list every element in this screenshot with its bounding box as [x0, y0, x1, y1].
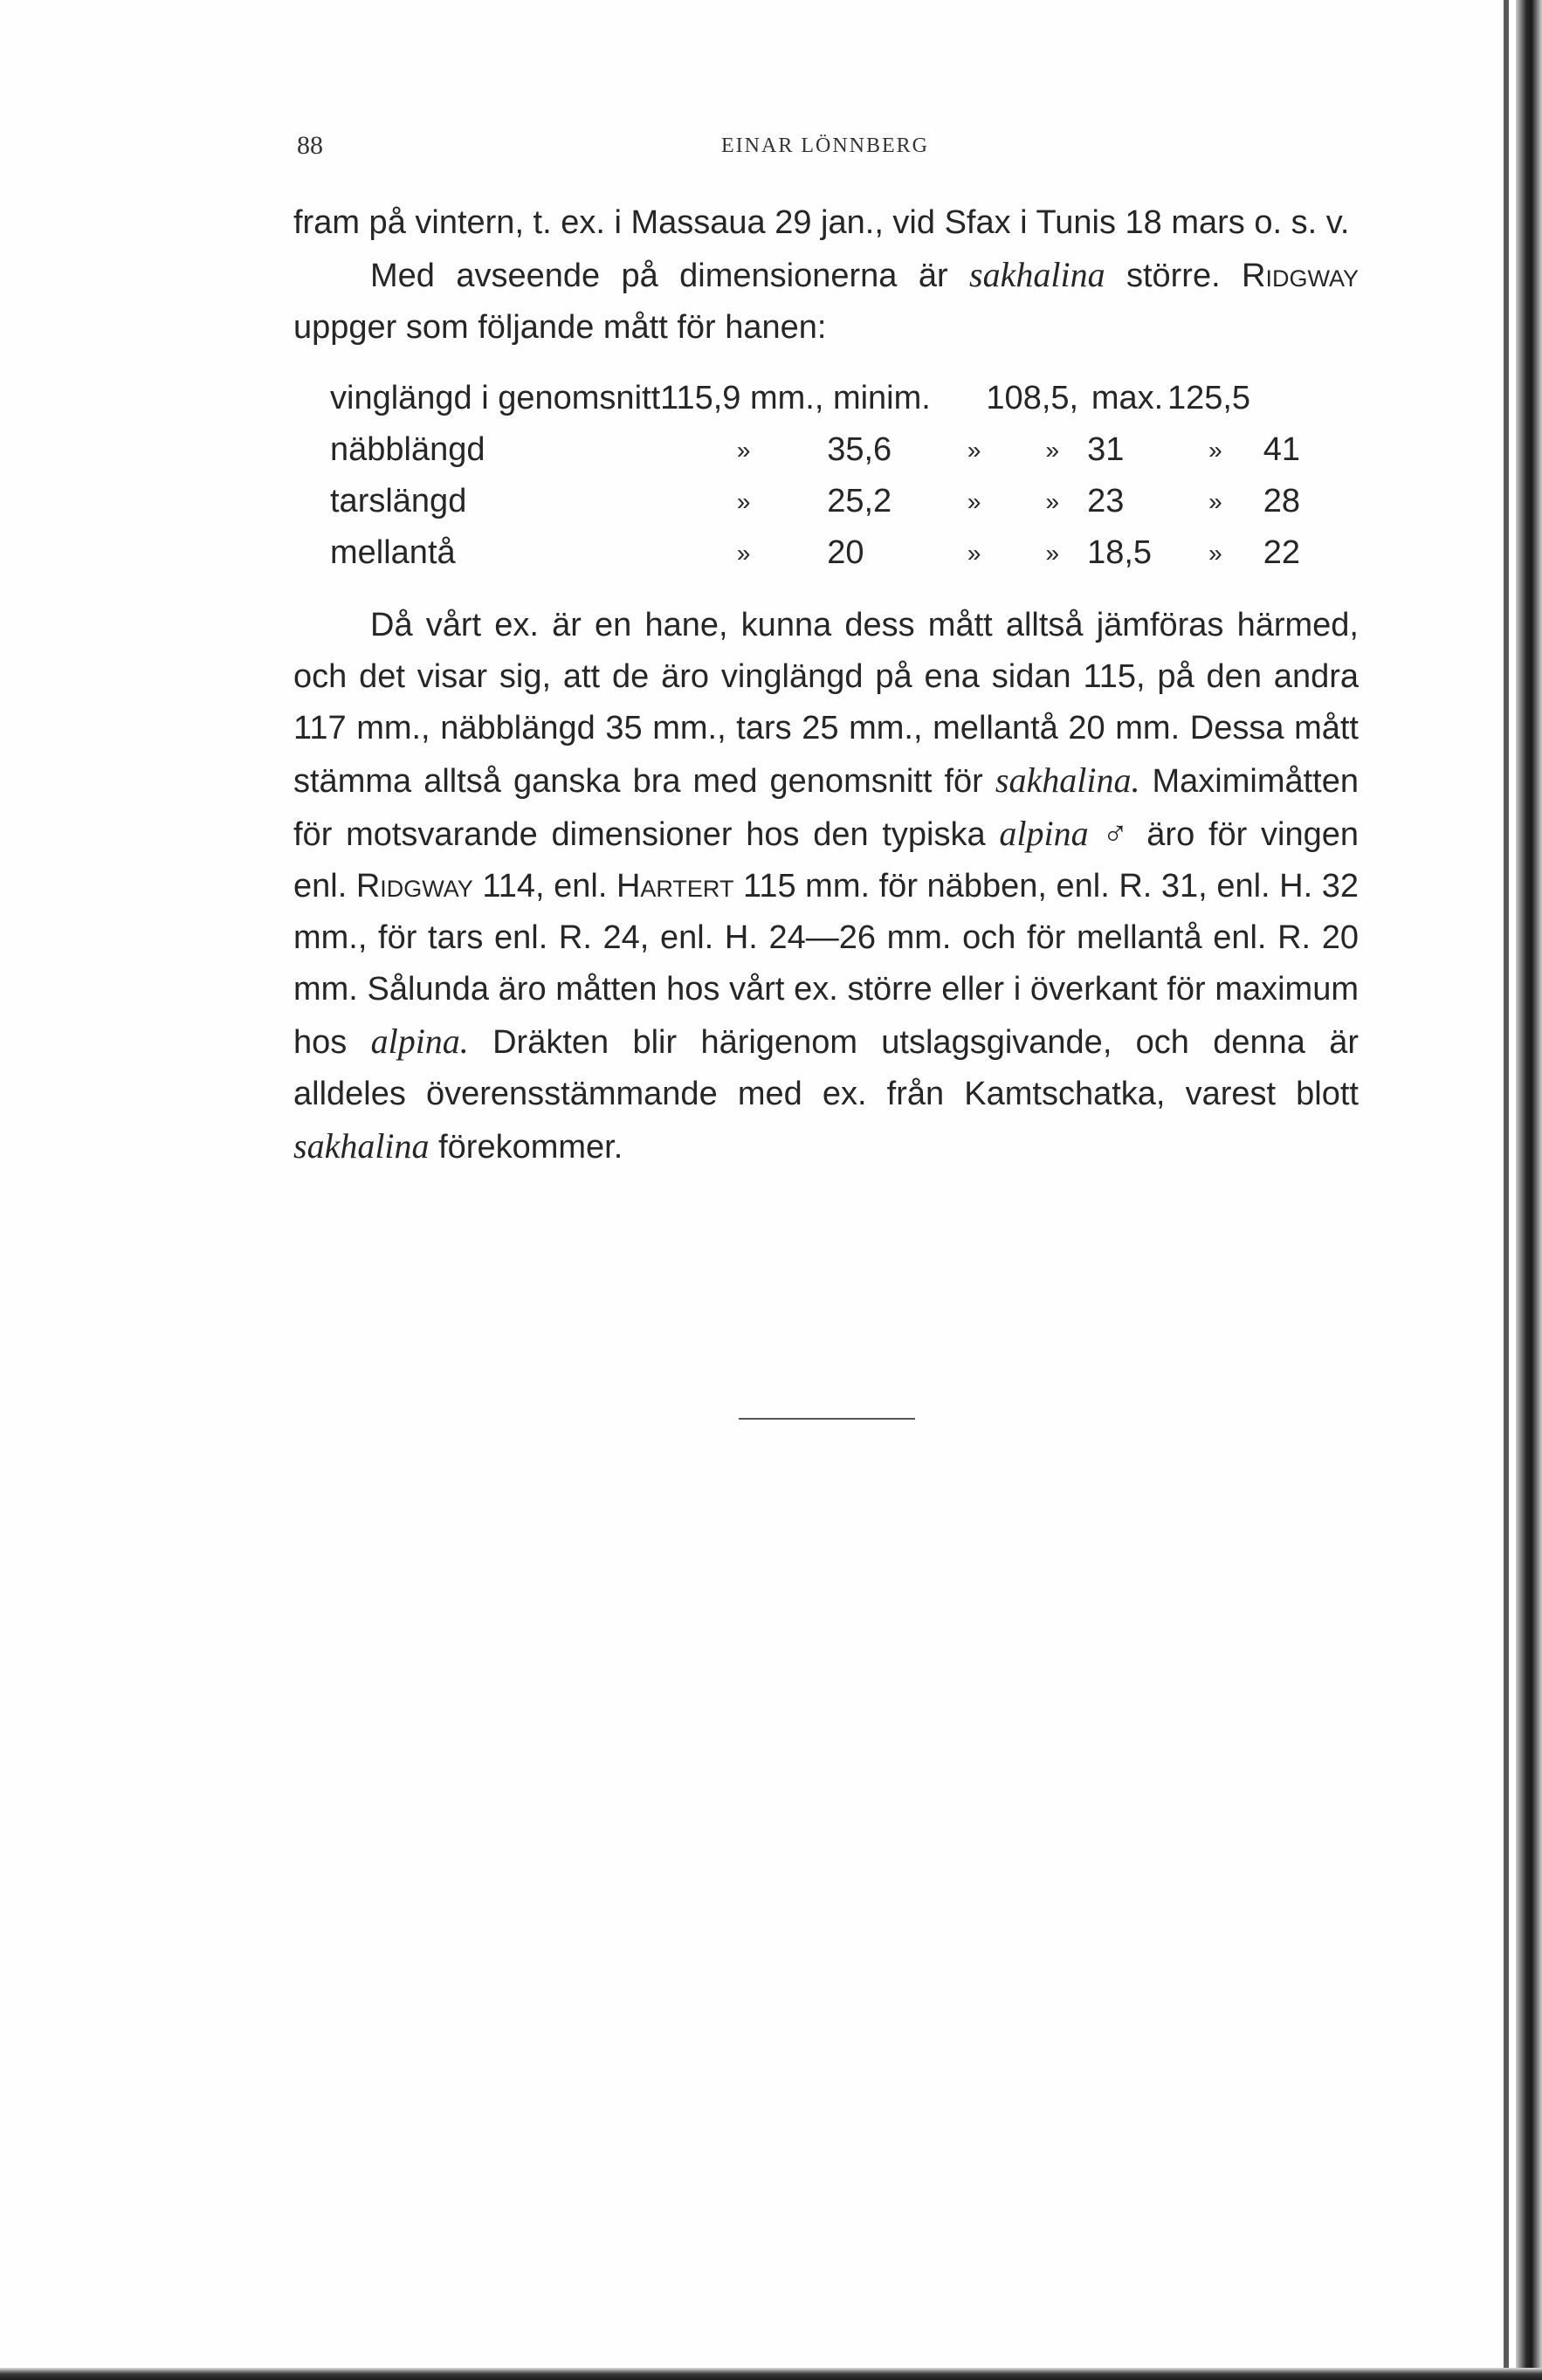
row-min: 31 [1087, 431, 1125, 468]
table-row [330, 527, 1359, 579]
text-run: Då vårt ex. är en hane, kunna dess mått alltså jämföras härmed, och det visar sig, att de äro vinglängd på ena sidan 115, på den andra 117 mm., näbblängd 35 mm., tars 25 mm., mellantå 20 mm. Dessa mått stämma alltså ganska bra med genomsnitt för [293, 607, 1359, 800]
row-label: tarslängd [330, 483, 467, 519]
row-label: mellantå [330, 534, 456, 571]
text-run: uppger som följande mått för hanen: [293, 309, 827, 346]
ditto-mark: » [1208, 437, 1222, 464]
ditto-mark: » [967, 540, 981, 567]
small-caps-run: Ridgway [1242, 258, 1359, 294]
text-run: Med avseende på dimensionerna är [370, 258, 970, 294]
italic-run: sakhalina. [995, 760, 1140, 800]
italic-run: alpina [999, 814, 1089, 853]
row-min: 108,5, [986, 380, 1079, 416]
page-number: 88 [297, 131, 323, 160]
end-rule [739, 1418, 915, 1420]
row-max-label: max. [1091, 380, 1164, 416]
small-caps-run: Ridgway [355, 868, 473, 905]
row-min: 23 [1087, 483, 1125, 519]
ditto-mark: » [1208, 488, 1222, 515]
scan-border-right [1516, 0, 1542, 2380]
row-max: 125,5 [1167, 380, 1251, 416]
row-label: vinglängd i genomsnitt [330, 380, 661, 416]
text-run: 115 mm. för näbben, enl. R. 31, enl. H. 32 mm., för tars enl. R. 24, enl. H. 24—26 mm. och för mellantå enl. R. 20 mm. Sålunda äro måtten hos vårt ex. större eller i överkant för maximum hos [293, 868, 1360, 1061]
paragraph-3 [293, 600, 1359, 1173]
row-max: 28 [1263, 483, 1301, 519]
text-run: äro för vingen enl. [293, 816, 1360, 905]
ditto-mark: » [1045, 437, 1060, 464]
small-caps-run: Hartert [616, 868, 734, 905]
italic-run: sakhalina [293, 1126, 430, 1166]
ditto-mark: » [967, 488, 981, 515]
mean-value: 115,9 mm., minim. [660, 380, 931, 416]
ditto-mark: » [1208, 540, 1222, 567]
text-run: större. [1105, 258, 1243, 294]
measurements-table [330, 373, 1359, 579]
ditto-mark: » [1045, 488, 1060, 515]
ditto-mark: » [736, 540, 751, 567]
italic-run: alpina. [370, 1021, 469, 1061]
row-mean: 25,2 [827, 483, 892, 519]
ditto-mark: » [736, 488, 751, 515]
text-run: Dräkten blir härigenom utslagsgivande, och denna är alldeles överensstämmande med ex. från Kamtschatka, varest blott [293, 1024, 1360, 1112]
table-row [330, 373, 1359, 424]
text-run: 114, enl. [472, 868, 616, 905]
text-run: förekommer. [429, 1129, 623, 1166]
row-max: 22 [1263, 534, 1301, 571]
paragraph-2 [293, 249, 1359, 354]
row-mean: 35,6 [827, 431, 892, 468]
scan-border-bottom [0, 2368, 1542, 2380]
body-text [293, 197, 1359, 1173]
page-header [297, 131, 1353, 166]
italic-run: sakhalina [969, 255, 1105, 294]
paragraph-1: fram på vintern, t. ex. i Massaua 29 jan., vid Sfax i Tunis 18 mars o. s. v. [293, 204, 1350, 241]
ditto-mark: » [736, 437, 751, 464]
page-edge-shadow [1504, 0, 1509, 2380]
text-run: Maximimåtten för motsvarande dimensioner hos den typiska [293, 763, 1359, 853]
row-min: 18,5 [1087, 534, 1153, 571]
ditto-mark: » [967, 437, 981, 464]
row-mean [660, 373, 931, 424]
table-row [330, 424, 1359, 476]
ditto-mark: » [1045, 540, 1060, 567]
running-head: EINAR LÖNNBERG [721, 134, 929, 157]
male-symbol: ♂ [1102, 814, 1133, 853]
row-max: 41 [1263, 431, 1301, 468]
row-mean: 20 [827, 534, 864, 571]
table-row [330, 476, 1359, 527]
row-label: näbblängd [330, 431, 485, 468]
